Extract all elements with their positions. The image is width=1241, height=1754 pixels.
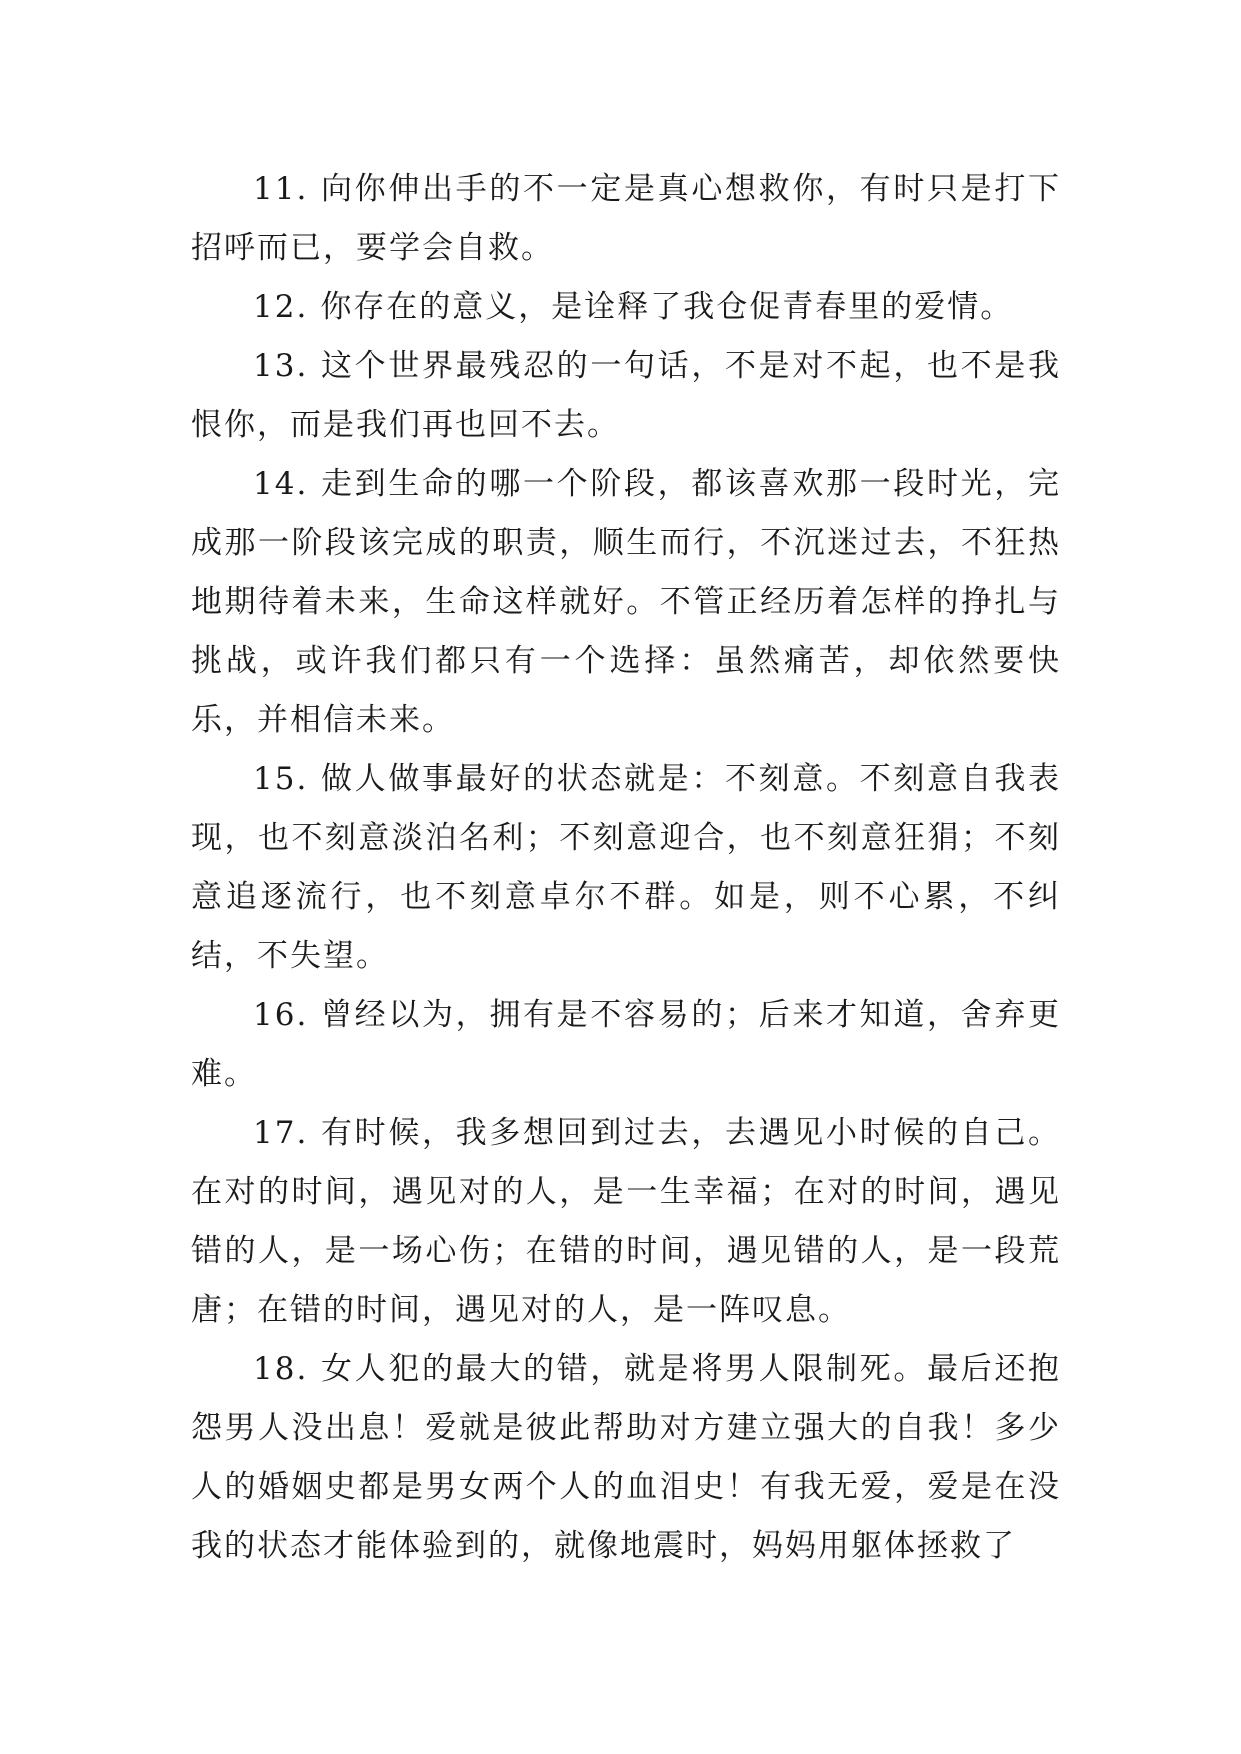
paragraph-number: 18.: [253, 1351, 309, 1387]
paragraph-text: 做人做事最好的状态就是：不刻意。不刻意自我表现，也不刻意淡泊名利；不刻意迎合，也不刻意狂狷；不刻意追逐流行，也不刻意卓尔不群。如是，则不心累，不纠结，不失望。: [191, 761, 1061, 974]
paragraph-number: 11.: [253, 171, 309, 207]
paragraph-text: 曾经以为，拥有是不容易的；后来才知道，舍弃更难。: [191, 997, 1061, 1092]
paragraph-number: 13.: [253, 348, 309, 384]
paragraph-12: [191, 278, 1061, 337]
paragraph-16: [191, 986, 1061, 1104]
paragraph-number: 17.: [253, 1115, 309, 1151]
paragraph-text: 女人犯的最大的错，就是将男人限制死。最后还抱怨男人没出息！爱就是彼此帮助对方建立强大的自我！多少人的婚姻史都是男女两个人的血泪史！有我无爱，爱是在没我的状态才能体验到的，就像地震时，妈妈用躯体拯救了: [191, 1351, 1061, 1564]
paragraph-number: 12.: [253, 289, 309, 325]
paragraph-text: 这个世界最残忍的一句话，不是对不起，也不是我恨你，而是我们再也回不去。: [191, 348, 1061, 443]
paragraph-text: 向你伸出手的不一定是真心想救你，有时只是打下招呼而已，要学会自救。: [191, 171, 1061, 266]
paragraph-text: 走到生命的哪一个阶段，都该喜欢那一段时光，完成那一阶段该完成的职责，顺生而行，不沉迷过去，不狂热地期待着未来，生命这样就好。不管正经历着怎样的挣扎与挑战，或许我们都只有一个选择：虽然痛苦，却依然要快乐，并相信未来。: [191, 466, 1061, 738]
paragraph-14: [191, 455, 1061, 750]
paragraph-text: 你存在的意义，是诠释了我仓促青春里的爱情。: [320, 289, 1014, 325]
paragraph-11: [191, 160, 1061, 278]
paragraph-18: [191, 1340, 1061, 1576]
paragraph-text: 有时候，我多想回到过去，去遇见小时候的自己。在对的时间，遇见对的人，是一生幸福；在对的时间，遇见错的人，是一场心伤；在错的时间，遇见错的人，是一段荒唐；在错的时间，遇见对的人，是一阵叹息。: [191, 1115, 1061, 1328]
paragraph-number: 16.: [253, 997, 309, 1033]
document-body: [191, 160, 1061, 1576]
paragraph-number: 15.: [253, 761, 309, 797]
paragraph-17: [191, 1104, 1061, 1340]
paragraph-number: 14.: [253, 466, 309, 502]
paragraph-15: [191, 750, 1061, 986]
paragraph-13: [191, 337, 1061, 455]
